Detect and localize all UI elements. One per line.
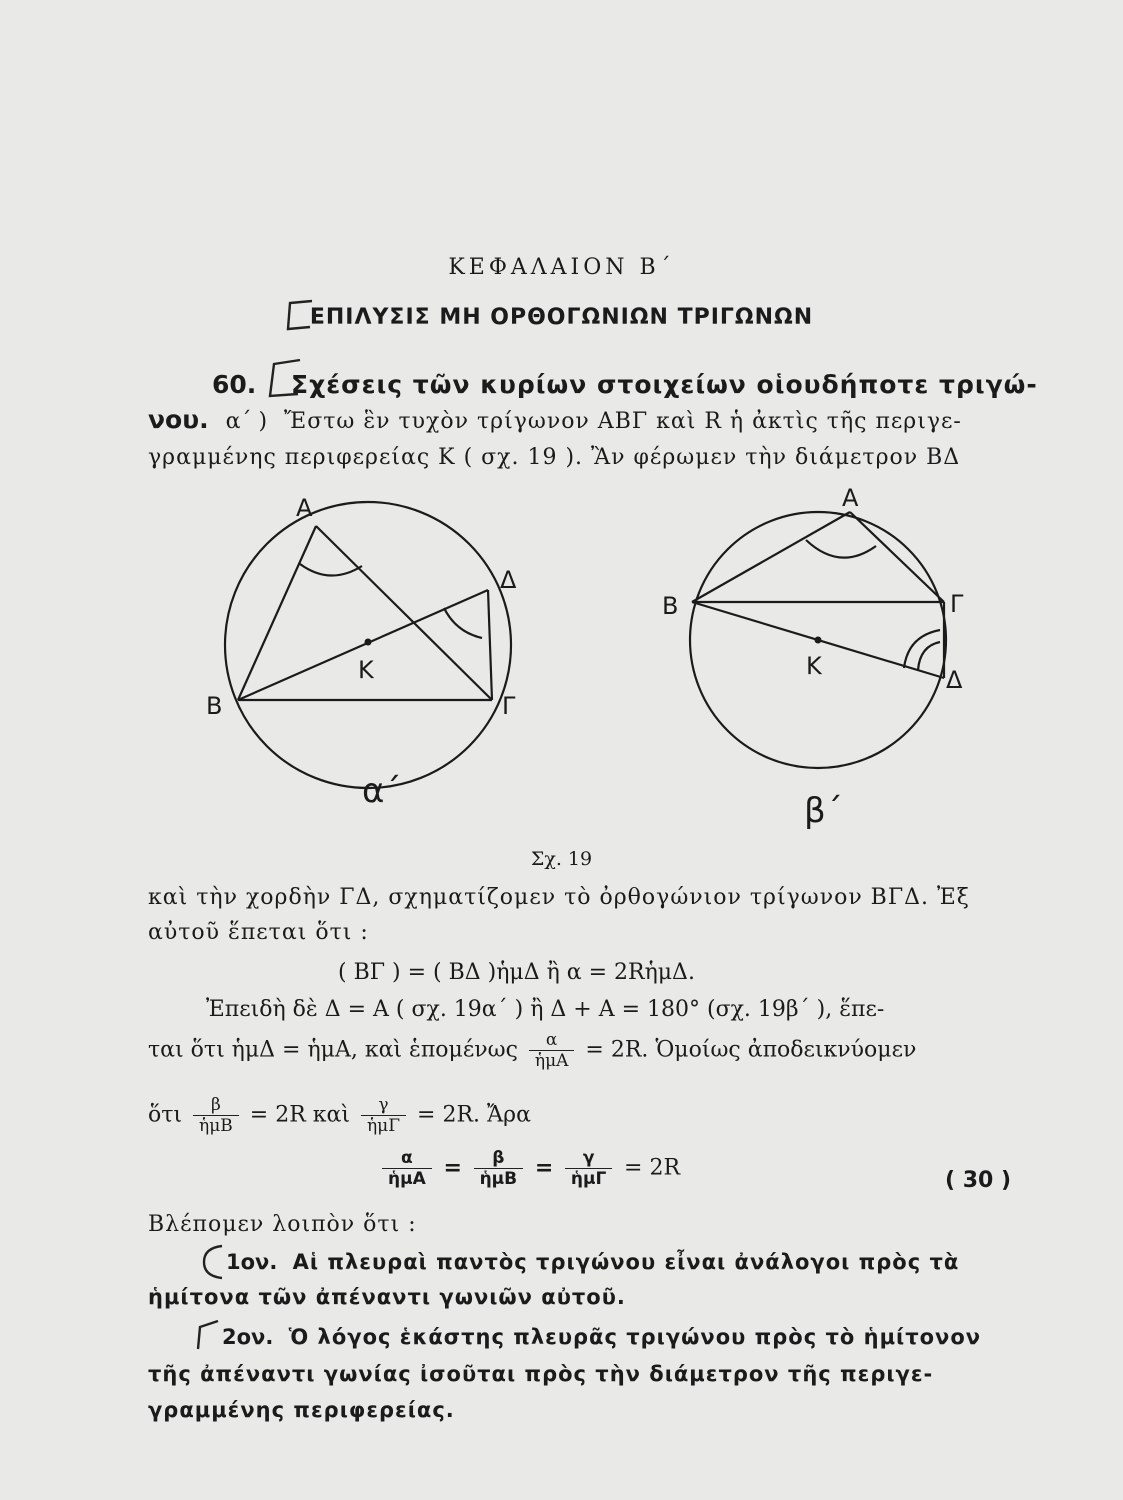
left-label-D: Δ — [500, 566, 517, 594]
fraction-denominator: ἡμΓ — [570, 1169, 607, 1189]
chapter-title-text: ΕΠΙΛΥΣΙΣ ΜΗ ΟΡΘΟΓΩΝΙΩΝ ΤΡΙΓΩΝΩΝ — [309, 305, 814, 330]
section-heading-line2 — [148, 405, 1010, 434]
body-line-5-pre: ὅτι — [148, 1102, 183, 1128]
main-fraction-a — [382, 1148, 432, 1189]
right-angle-arc-G2 — [918, 642, 940, 670]
formula-result: = 2R — [624, 1155, 681, 1181]
chapter-heading: ΚΕΦΑΛΑΙΟΝ Β΄ — [448, 255, 675, 280]
subsection-label: α΄ ) — [225, 409, 268, 434]
left-label-A: Α — [296, 494, 313, 522]
chapter-title — [0, 305, 1123, 330]
fraction-denominator: ἡμΑ — [534, 1051, 569, 1071]
figure-caption: Σχ. 19 — [530, 848, 593, 870]
fraction-denominator: ἡμΒ — [199, 1116, 233, 1136]
right-center-point — [815, 637, 822, 644]
left-angle-arc-A — [300, 564, 362, 576]
left-side-AG — [316, 526, 492, 700]
conclusion-1-text: Αἱ πλευραὶ παντὸς τριγώνου εἶναι ἀνάλογοι πρὸς τὰ — [292, 1250, 960, 1274]
left-chord-GD — [488, 590, 492, 700]
pencil-bracket-mark — [264, 356, 304, 402]
equals-sign: = — [534, 1155, 554, 1181]
fraction-g-over-sinG — [361, 1095, 406, 1136]
conclusion-2-line1 — [196, 1325, 1014, 1349]
fraction-denominator: ἡμΒ — [479, 1169, 518, 1189]
body-line-4 — [148, 1030, 1010, 1071]
body-line-3: Ἐπειδὴ δὲ Δ = Α ( σχ. 19α΄ ) ἢ Δ + Α = 180° (σχ. 19β΄ ), ἕπε- — [206, 997, 885, 1022]
law-of-sines-formula — [378, 1148, 680, 1189]
conclusion-2-text: Ὁ λόγος ἑκάστης πλευρᾶς τριγώνου πρὸς τὸ ἡμίτονον — [288, 1325, 982, 1349]
body-line-5-mid2: = 2R. Ἄρα — [417, 1102, 531, 1128]
pencil-bracket-mark — [198, 1242, 228, 1282]
fraction-denominator: ἡμΓ — [367, 1116, 401, 1136]
conclusion-2-label: 2ον. — [222, 1325, 274, 1349]
fraction-numerator: α — [382, 1148, 432, 1169]
figure-19 — [0, 480, 1123, 840]
left-side-AB — [238, 526, 316, 700]
body-line-2: αὐτοῦ ἕπεται ὅτι : — [148, 920, 369, 945]
body-line-4-post: = 2R. Ὁμοίως ἀποδεικνύομεν — [585, 1037, 917, 1063]
left-angle-arc-D — [444, 608, 482, 638]
left-center-point — [365, 639, 372, 646]
fraction-numerator: β — [474, 1148, 524, 1169]
fraction-numerator: α — [529, 1030, 575, 1051]
section-heading-text: Σχέσεις τῶν κυρίων στοιχείων οἱουδήποτε τριγώ- — [291, 370, 1038, 399]
conclusion-1-line2: ἡμίτονα τῶν ἀπέναντι γωνιῶν αὐτοῦ. — [148, 1285, 626, 1309]
intro-text-1: Ἔστω ἓν τυχὸν τρίγωνον ΑΒΓ καὶ R ἡ ἀκτὶς τῆς περιγε- — [284, 409, 962, 434]
intro-text-2: γραμμένης περιφερείας Κ ( σχ. 19 ). Ἂν φέρωμεν τὴν διάμετρον ΒΔ — [148, 445, 961, 470]
main-fraction-g — [565, 1148, 612, 1189]
main-fraction-b — [474, 1148, 524, 1189]
body-line-5 — [148, 1095, 1010, 1136]
fraction-numerator: β — [193, 1095, 239, 1116]
fraction-b-over-sinB — [193, 1095, 239, 1136]
body-line-4-pre: ται ὅτι ἡμΔ = ἡμΑ, καὶ ἑπομένως — [148, 1037, 518, 1063]
section-heading-line1 — [212, 370, 1038, 399]
conclusion-1-label: 1ον. — [226, 1250, 278, 1274]
conclusion-2-line2: τῆς ἀπέναντι γωνίας ἰσοῦται πρὸς τὴν διάμετρον τῆς περιγε- — [148, 1362, 934, 1386]
right-angle-arc-G1 — [904, 630, 940, 668]
equals-sign: = — [443, 1155, 462, 1181]
fraction-denominator: ἡμΑ — [388, 1169, 426, 1189]
left-label-G: Γ — [502, 692, 516, 720]
body-line-5-mid1: = 2R καὶ — [249, 1102, 350, 1128]
fraction-numerator: γ — [565, 1148, 612, 1169]
right-sub-label: β΄ — [804, 791, 843, 831]
section-heading-cont: νου. — [148, 405, 209, 434]
equation-1: ( ΒΓ ) = ( ΒΔ )ἡμΔ ἢ α = 2RἡμΔ. — [338, 960, 695, 985]
left-label-B: Β — [206, 692, 223, 720]
right-side-AG — [850, 512, 944, 602]
left-sub-label: α΄ — [362, 771, 402, 811]
right-label-D: Δ — [946, 666, 963, 694]
right-side-AB — [692, 512, 850, 602]
conclusion-2-line3: γραμμένης περιφερείας. — [148, 1398, 455, 1422]
left-label-K: Κ — [358, 656, 374, 684]
equation-number: ( 30 ) — [945, 1168, 1012, 1193]
right-label-K: Κ — [806, 652, 822, 680]
pencil-bracket-mark — [190, 1315, 224, 1355]
section-number: 60. — [212, 370, 257, 399]
right-label-G: Γ — [950, 590, 964, 618]
body-line-1: καὶ τὴν χορδὴν ΓΔ, σχηματίζομεν τὸ ὀρθογώνιον τρίγωνον ΒΓΔ. Ἐξ — [148, 885, 970, 910]
right-label-B: Β — [662, 592, 679, 620]
fraction-a-over-sinA — [529, 1030, 575, 1071]
pencil-bracket-mark — [282, 297, 316, 333]
right-label-A: Α — [842, 484, 859, 512]
conclusion-1-line1 — [204, 1250, 1014, 1274]
right-angle-arc-A — [806, 540, 876, 558]
fraction-numerator: γ — [361, 1095, 406, 1116]
body-line-6: Βλέπομεν λοιπὸν ὅτι : — [148, 1212, 417, 1237]
